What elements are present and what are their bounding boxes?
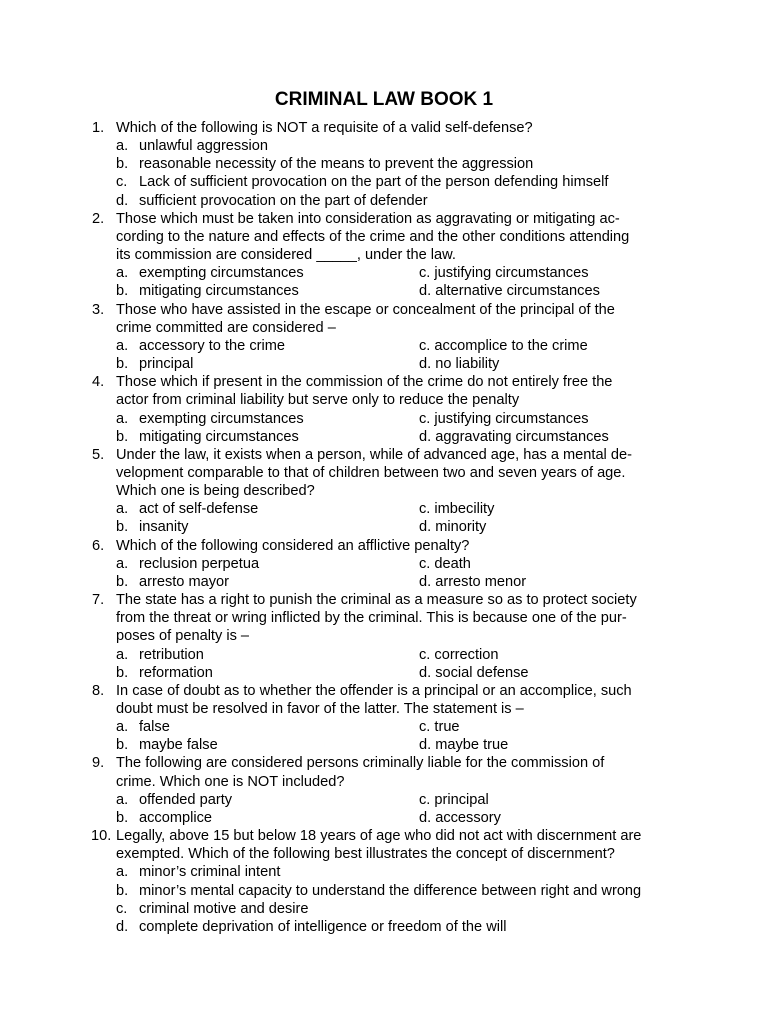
choice-list [116, 718, 692, 754]
choice-letter: c. [116, 900, 128, 917]
choice-text: insanity [139, 519, 189, 536]
choice-letter: b. [116, 809, 129, 826]
choice-list [116, 264, 692, 300]
answer-choice [116, 718, 419, 736]
question-stem-line: actor from criminal liability but serve only to reduce the penalty [116, 392, 520, 409]
question-item [92, 119, 692, 210]
choice-list [116, 137, 692, 210]
answer-choice [116, 173, 692, 191]
answer-choice [116, 137, 692, 155]
choice-row [116, 337, 692, 355]
choice-letter: a. [116, 646, 129, 663]
answer-choice [116, 809, 419, 827]
question-number: 6. [92, 537, 105, 554]
answer-choice [116, 500, 419, 518]
choice-letter: b. [116, 737, 129, 754]
question-stem-line: Which of the following is NOT a requisite of a valid self-defense? [116, 120, 533, 136]
question-number: 7. [92, 592, 105, 609]
question-stem-line: Legally, above 15 but below 18 years of age who did not act with discernment are [116, 828, 642, 845]
question-number: 3. [92, 301, 105, 318]
question-stem-line: exempted. Which of the following best illustrates the concept of discernment? [116, 846, 615, 863]
choice-letter: b. [116, 519, 129, 536]
question-stem-line: In case of doubt as to whether the offender is a principal or an accomplice, such [116, 682, 632, 699]
answer-choice [116, 155, 692, 173]
question-stem-line: doubt must be resolved in favor of the latter. The statement is – [116, 701, 524, 717]
question-item [92, 682, 692, 755]
choice-row [116, 736, 692, 754]
choice-text: maybe false [139, 737, 218, 754]
page-title: CRIMINAL LAW BOOK 1 [274, 89, 494, 110]
choice-letter: a. [116, 138, 129, 155]
choice-row [116, 518, 692, 536]
choice-text: reclusion perpetua [139, 555, 260, 572]
answer-choice: c. justifying circumstances [419, 410, 589, 427]
question-number: 10. [91, 828, 112, 845]
choice-letter: a. [116, 555, 129, 572]
choice-letter: d. [116, 192, 129, 209]
answer-choice [116, 282, 419, 300]
choice-text: accessory to the crime [139, 337, 285, 354]
answer-choice [116, 646, 419, 664]
question-number: 9. [92, 755, 105, 772]
choice-letter: b. [116, 882, 129, 899]
answer-choice [116, 664, 419, 682]
question-number: 2. [92, 210, 105, 227]
choice-letter: b. [116, 356, 129, 373]
choice-letter: a. [116, 410, 129, 427]
choice-letter: a. [116, 265, 129, 282]
choice-row [116, 555, 692, 573]
choice-row [116, 646, 692, 664]
question-stem-line: Those which if present in the commission of the crime do not entirely free the [116, 374, 613, 391]
answer-choice: c. accomplice to the crime [419, 337, 588, 354]
choice-letter: a. [116, 501, 129, 518]
answer-choice: c. imbecility [419, 501, 495, 518]
choice-letter: b. [116, 573, 129, 590]
choice-text: reformation [139, 664, 213, 681]
question-item [92, 301, 692, 374]
choice-letter: b. [116, 283, 129, 300]
choice-letter: b. [116, 664, 129, 681]
choice-text: unlawful aggression [139, 138, 268, 155]
question-stem-line: crime. Which one is NOT included? [116, 773, 345, 790]
question-stem-line: from the threat or wring inflicted by the criminal. This is because one of the pur- [116, 610, 627, 627]
answer-choice [116, 428, 419, 446]
question-stem-line: The following are considered persons criminally liable for the commission of [116, 755, 605, 772]
choice-text: mitigating circumstances [139, 283, 299, 300]
answer-choice: c. death [419, 555, 471, 572]
choice-letter: a. [116, 719, 129, 736]
choice-row [116, 809, 692, 827]
question-stem-line: Those which must be taken into consideration as aggravating or mitigating ac- [116, 210, 620, 227]
choice-text: principal [139, 356, 194, 373]
choice-text: false [139, 719, 170, 736]
question-stem-line: Which one is being described? [116, 483, 315, 500]
question-stem-line: cording to the nature and effects of the crime and the other conditions attending [116, 228, 630, 245]
question-item [92, 827, 692, 936]
answer-choice: d. alternative circumstances [419, 283, 600, 300]
answer-choice: d. aggravating circumstances [419, 428, 609, 445]
choice-row [116, 428, 692, 446]
answer-choice: c. correction [419, 646, 499, 663]
choice-text: arresto mayor [139, 573, 230, 590]
question-number: 8. [92, 682, 105, 699]
choice-list [116, 646, 692, 682]
choice-row [116, 718, 692, 736]
answer-choice: c. principal [419, 791, 489, 808]
answer-choice [116, 192, 692, 210]
answer-choice [116, 863, 692, 881]
choice-letter: a. [116, 864, 129, 881]
answer-choice: c. true [419, 719, 460, 736]
answer-choice [116, 264, 419, 282]
answer-choice: d. minority [419, 519, 487, 536]
answer-choice [116, 410, 419, 428]
choice-list [116, 500, 692, 536]
answer-choice: c. justifying circumstances [419, 265, 589, 282]
choice-letter: c. [116, 174, 128, 191]
question-stem-line: The state has a right to punish the criminal as a measure so as to protect society [116, 592, 637, 609]
choice-text: act of self-defense [139, 501, 259, 518]
answer-choice [116, 555, 419, 573]
answer-choice [116, 355, 419, 373]
choice-letter: a. [116, 791, 129, 808]
choice-row [116, 355, 692, 373]
choice-letter: b. [116, 156, 129, 173]
question-item [92, 591, 692, 682]
question-stem-line: Which of the following considered an afflictive penalty? [116, 537, 470, 554]
answer-choice [116, 736, 419, 754]
question-number: 1. [92, 120, 105, 136]
answer-choice: d. social defense [419, 664, 529, 681]
answer-choice [116, 337, 419, 355]
answer-choice [116, 900, 692, 918]
question-number: 4. [92, 374, 105, 391]
choice-row [116, 791, 692, 809]
answer-choice: d. arresto menor [419, 573, 527, 590]
choice-list [116, 410, 692, 446]
choice-text: criminal motive and desire [139, 900, 309, 917]
question-item [92, 537, 692, 591]
choice-text: complete deprivation of intelligence or freedom of the will [139, 918, 507, 935]
choice-text: mitigating circumstances [139, 428, 299, 445]
answer-choice: d. maybe true [419, 737, 509, 754]
question-item [92, 446, 692, 537]
question-stem-line: Under the law, it exists when a person, while of advanced age, has a mental de- [116, 446, 632, 463]
choice-text: retribution [139, 646, 204, 663]
question-list [92, 119, 692, 936]
choice-letter: d. [116, 918, 129, 935]
answer-choice [116, 918, 692, 936]
answer-choice [116, 882, 692, 900]
question-item [92, 754, 692, 827]
choice-letter: a. [116, 337, 129, 354]
choice-row [116, 664, 692, 682]
choice-row [116, 282, 692, 300]
question-number: 5. [92, 446, 105, 463]
answer-choice [116, 791, 419, 809]
choice-text: sufficient provocation on the part of defender [139, 192, 428, 209]
question-stem-line: its commission are considered _____, under the law. [116, 247, 456, 264]
choice-row [116, 500, 692, 518]
question-stem-line: velopment comparable to that of children between two and seven years of age. [116, 464, 626, 481]
choice-text: minor’s mental capacity to understand the difference between right and wrong [139, 882, 642, 899]
choice-row [116, 264, 692, 282]
choice-text: offended party [139, 791, 233, 808]
choice-text: accomplice [139, 809, 212, 826]
question-stem-line: crime committed are considered – [116, 319, 336, 336]
choice-list [116, 337, 692, 373]
question-item [92, 210, 692, 301]
answer-choice: d. no liability [419, 356, 500, 373]
choice-row [116, 573, 692, 591]
choice-row [116, 410, 692, 428]
choice-text: reasonable necessity of the means to prevent the aggression [139, 156, 534, 173]
answer-choice [116, 573, 419, 591]
choice-text: minor’s criminal intent [139, 864, 281, 881]
choice-list [116, 863, 692, 936]
choice-list [116, 555, 692, 591]
question-stem-line: Those who have assisted in the escape or concealment of the principal of the [116, 301, 615, 318]
choice-text: exempting circumstances [139, 265, 304, 282]
choice-list [116, 791, 692, 827]
question-item [92, 373, 692, 446]
answer-choice [116, 518, 419, 536]
choice-text: exempting circumstances [139, 410, 304, 427]
answer-choice: d. accessory [419, 809, 501, 826]
choice-text: Lack of sufficient provocation on the part of the person defending himself [139, 174, 609, 191]
choice-letter: b. [116, 428, 129, 445]
question-stem-line: poses of penalty is – [116, 628, 250, 645]
